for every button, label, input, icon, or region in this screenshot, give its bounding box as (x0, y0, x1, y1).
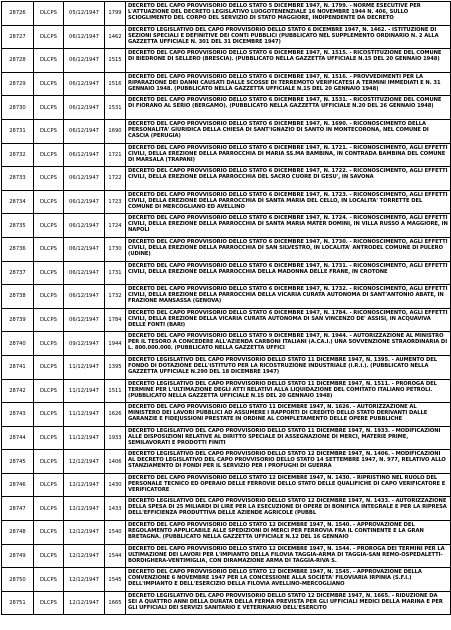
record-description-text: DECRETO DEL CAPO PROVVISORIO DELLO STATO 6 DICEMBRE 1947, N. 1732. - RICONOSCIMENTO, AGLI EFFETTI CIVILI, DELLA EREZIONE DELLA PARROCCHIA DELLA VICARIA CURATA AUTONOMA DI SANT'ANTONIO ABATE, IN FRAZIONE MANSASSA (GENOVA) (128, 286, 448, 305)
record-number: 28744 (2, 426, 34, 450)
record-number: 28736 (2, 237, 34, 261)
record-number: 28751 (2, 591, 34, 615)
record-description-text: DECRETO DEL CAPO PROVVISORIO DELLO STATO 6 DICEMBRE 1947, N. 1784. - RICONOSCIMENTO, AGLI EFFETTI CIVILI, DELLA EREZIONE DELLA VICARIA CURATA AUTONOMA DI SAN VINCENZO DE' ASSISI, IN ACQUAVIVA DELLE FONTI (BARI) (128, 309, 448, 328)
record-code: 1540 (105, 521, 126, 545)
record-description-text: DECRETO DEL CAPO PROVVISORIO DELLO STATO 6 DICEMBRE 1947, N. 1723. - RICONOSCIMENTO, AGLI EFFETTI CIVILI, DELLA EREZIONE DELLA PARROCCHIA DI SANTA MARIA DEL CELLO, IN LOCALITA' TORRETTE DEL COMUNE DI MERCOGLIANO ED AVELLINO (128, 191, 448, 210)
record-type: DLCPS (34, 473, 64, 497)
record-description-text: DECRETO LEGISLATIVO DEL CAPO PROVVISORIO DELLO STATO 11 DICEMBRE 1947, N. 1933. - MODIFICAZIONI ALLE DISPOSIZIONI RELATIVE AL DIRITTO SPECIALE DI ASSEGNAZIONE DI MERCI, MATERIE PRIME, SEMILAVORATI E PRODOTTI FINITI (128, 427, 441, 446)
table-row (2, 591, 451, 615)
record-code: 1690 (105, 119, 126, 143)
record-code: 1799 (105, 2, 126, 26)
record-type: DLCPS (34, 285, 64, 309)
record-description (126, 2, 451, 26)
record-description (126, 426, 451, 450)
record-number: 28745 (2, 450, 34, 474)
record-date: 11/12/1947 (64, 379, 105, 403)
record-description-text: DECRETO LEGISLATIVO DEL CAPO PROVVISORIO DELLO STATO 6 DICEMBRE 1947, N. 1462. - ISTITUZIONE DI SEZIONI SPECIALI E DEFINITIVE DEI CONTI PUBBLICI (PUBBLICATO NEL SUPPLEMENTO ORDINARIO N. 2 ALLA GAZZETTA UFFICIALE N. 301 DEL 31 DICEMBRE 1947) (128, 26, 439, 45)
table-row (2, 119, 451, 143)
record-description-text: DECRETO DEL CAPO PROVVISORIO DELLO STATO 6 DICEMBRE 1947, N. 1515. - RICOSTITUZIONE DEL COMUNE DI BIEDRONE DI SELLERO (BRESCIA). (PUBBLICATO NELLA GAZZETTA UFFICIALE N.15 DEL 20 GENNAIO 1948) (128, 50, 442, 63)
table-row (2, 521, 451, 545)
record-number: 28743 (2, 403, 34, 427)
decree-registry-table (1, 1, 451, 615)
record-description (126, 403, 451, 427)
record-description-text: DECRETO DEL CAPO PROVVISORIO DELLO STATO 6 DICEMBRE 1947, N. 1722. - RICONOSCIMENTO, AGLI EFFETTI CIVILI, DELLA EREZIONE DELLA PARROCCHIA DEL SACRO CUORE DI GESU', IN SAVONA (128, 168, 448, 181)
record-date: 11/12/1947 (64, 426, 105, 450)
record-date: 06/12/1947 (64, 214, 105, 238)
record-type: DLCPS (34, 426, 64, 450)
table-row (2, 96, 451, 120)
record-type: DLCPS (34, 497, 64, 521)
table-row (2, 473, 451, 497)
record-date: 12/12/1947 (64, 568, 105, 592)
table-row (2, 403, 451, 427)
record-code: 1730 (105, 237, 126, 261)
record-number: 28727 (2, 25, 34, 49)
record-type: DLCPS (34, 190, 64, 214)
record-description (126, 332, 451, 356)
table-row (2, 568, 451, 592)
record-description-text: DECRETO DEL CAPO PROVVISORIO DELLO STATO 6 DICEMBRE 1947, N. 1690. - RICONOSCIMENTO DELLA PERSONALITA' GIURIDICA DELLA CHIESA DI SANT'IGNAZIO DI SANTO IN MONTECORONA, NEL COMUNE DI CASCIA (PERUGIA) (128, 120, 429, 139)
record-description (126, 119, 451, 143)
record-description-text: DECRETO DEL CAPO PROVVISORIO DELLO STATO 6 DICEMBRE 1947, N. 1731. - RICONOSCIMENTO, AGLI EFFETTI CIVILI, DELLA EREZIONE DELLA PARROCCHIA DELLA MADONNA DELLE FRANE, IN CROTONE (128, 262, 448, 275)
record-number: 28737 (2, 261, 34, 285)
table-row (2, 355, 451, 379)
record-number: 28742 (2, 379, 34, 403)
record-date: 06/12/1947 (64, 190, 105, 214)
record-type: DLCPS (34, 332, 64, 356)
table-row (2, 332, 451, 356)
record-number: 28729 (2, 72, 34, 96)
record-code: 1462 (105, 25, 126, 49)
record-date: 11/12/1947 (64, 355, 105, 379)
record-code: 1944 (105, 332, 126, 356)
record-description-text: DECRETO LEGISLATIVO DEL CAPO PROVVISORIO DELLO STATO 11 DICEMBRE 1947, N. 1511. - PROROGA DEL TERMINE PER L'ULTIMAZIONE DEGLI ATTI RELATIVI ALLA LIQUIDAZIONE DEL COMITATO ITALIANO PETROLI. (PUBBLICATO NELLA GAZZETTA UFFICIALE N.15 DEL 20 GENNAIO 1948) (128, 380, 437, 399)
record-code: 1724 (105, 214, 126, 238)
record-number: 28734 (2, 190, 34, 214)
table-row (2, 450, 451, 474)
registry-body (2, 2, 451, 615)
record-code: 1665 (105, 591, 126, 615)
record-date: 09/12/1947 (64, 332, 105, 356)
record-description-text: DECRETO DEL CAPO PROVVISORIO DELLO STATO 12 DICEMBRE 1947, N. 1544. - PROROGA DEI TERMINI PER LA ULTIMAZIONE DEI LAVORI PER L'IMPIANTO DELLA FILOVIA TAGGIA-ARMA DI TAGGIA-SAN REMO-OSPEDALETTI-BORDIGHERA-VENTIMIGLIA, CON DIRAMAZIONE ARMA DI TAGGIA-RIVA S. (128, 545, 445, 564)
record-description-text: DECRETO DEL CAPO PROVVISORIO DELLO STATO 12 DICEMBRE 1947, N. 1430. - RIPRISTINO NEL RUOLO DEL PERSONALE TECNICO ED OPERAIO DELLE FERROVIE DELLO STATO DELLE QUALIFICHE DI CAPO VERIFICATORE E VERIFICATORE (128, 474, 446, 493)
record-description (126, 544, 451, 568)
record-code: 1406 (105, 450, 126, 474)
record-number: 28738 (2, 285, 34, 309)
table-row (2, 426, 451, 450)
table-row (2, 167, 451, 191)
record-description (126, 25, 451, 49)
table-row (2, 214, 451, 238)
record-description-text: DECRETO LEGISLATIVO DEL CAPO PROVVISORIO DELLO STATO 12 DICEMBRE 1947, N. 1433. - AUTORIZZAZIONE DELLA SPESA DI 25 MILIARDI DI LIRE PER LA ESECUZIONE DI OPERE DI BONIFICA INTEGRALE E PER LA RIPRESA DELL'EFFICIENZA PRODUTTIVA DELLE AZIENDE AGRICOLE (PUBBL (128, 498, 447, 517)
record-description-text: DECRETO DEL CAPO PROVVISORIO DELLO STATO 6 DICEMBRE 1947, N. 1531. - RICOSTITUZIONE DEL COMUNE DI FIORANO AL SERIO (BERGAMO). (PUBBLICATO NELLA GAZZETTA UFFICIALE N.20 DEL 26 GENNAIO 1948) (128, 97, 442, 110)
record-description (126, 72, 451, 96)
table-row (2, 285, 451, 309)
table-row (2, 72, 451, 96)
record-type: DLCPS (34, 72, 64, 96)
record-date: 06/12/1947 (64, 167, 105, 191)
record-number: 28747 (2, 497, 34, 521)
record-type: DLCPS (34, 119, 64, 143)
record-type: DLCPS (34, 403, 64, 427)
record-date: 12/12/1947 (64, 473, 105, 497)
record-description (126, 143, 451, 167)
record-number: 28740 (2, 332, 34, 356)
record-code: 1722 (105, 167, 126, 191)
record-number: 28731 (2, 119, 34, 143)
record-description-text: DECRETO DEL CAPO PROVVISORIO DELLO STATO 5 DICEMBRE 1947, N. 1799. - NORME ESECUTIVE PER L'ATTUAZIONE DEL DECRETO LEGISLATIVO LUOGOTENENZIALE 16 NOVEMBRE 1944 N. 406, SULLO SCIOGLIMENTO DEL CORPO DEL SERVIZIO DI STATO MAGGIORE, INDIPENDENTE DA DECRETO (128, 3, 421, 21)
record-code: 1933 (105, 426, 126, 450)
record-type: DLCPS (34, 450, 64, 474)
record-date: 05/12/1947 (64, 2, 105, 26)
record-date: 06/12/1947 (64, 72, 105, 96)
record-description (126, 450, 451, 474)
record-description-text: DECRETO DEL CAPO PROVVISORIO DELLO STATO 6 DICEMBRE 1947, N. 1721. - RICONOSCIMENTO, AGLI EFFETTI CIVILI, DELLA EREZIONE DELLA PARROCCHIA DI MARIA SS.MA BAMBINA, IN CONTRADA BAMBINA DEL COMUNE DI MARSALA (TRAPANI) (128, 144, 448, 163)
record-code: 1395 (105, 355, 126, 379)
record-number: 28748 (2, 521, 34, 545)
record-description (126, 497, 451, 521)
record-description (126, 96, 451, 120)
record-code: 1732 (105, 285, 126, 309)
record-number: 28730 (2, 96, 34, 120)
record-type: DLCPS (34, 143, 64, 167)
record-date: 06/12/1947 (64, 96, 105, 120)
record-type: DLCPS (34, 25, 64, 49)
record-code: 1626 (105, 403, 126, 427)
record-type: DLCPS (34, 96, 64, 120)
record-number: 28741 (2, 355, 34, 379)
record-description-text: DECRETO DEL CAPO PROVVISORIO DELLO STATO 12 DICEMBRE 1947, N. 1545. - APPROVAZIONE DELLA CONVENZIONE 6 NOVEMBRE 1947 PER LA CONCESSIONE ALLA SOCIETA' FILOVIARIA IRPINIA (S.F.I.) DELL'IMPIANTO E DELL'ESERCIZIO DELLA FILOVIA AVELLINO-MERCOGLIANO (128, 569, 422, 588)
record-description (126, 190, 451, 214)
record-type: DLCPS (34, 355, 64, 379)
record-description (126, 167, 451, 191)
record-number: 28739 (2, 308, 34, 332)
record-code: 1784 (105, 308, 126, 332)
table-row (2, 544, 451, 568)
record-number: 28750 (2, 568, 34, 592)
record-description-text: DECRETO DEL CAPO PROVVISORIO DELLO STATO 6 DICEMBRE 1947, N. 1516. - PROVVEDIMENTI PER LA RIPARAZIONE DEI DANNI CAUSATI DALLE SCOSSE DI TERREMOTO VERIFICATESI A TERMINI IMMEDIATI E N. 31 GENNAIO 1948. (PUBBLICATO NELLA GAZZETTA UFFICIALE N.15 DEL 20 GENNAIO 1948) (128, 73, 441, 92)
record-type: DLCPS (34, 2, 64, 26)
record-date: 12/12/1947 (64, 521, 105, 545)
record-description (126, 591, 451, 615)
record-type: DLCPS (34, 167, 64, 191)
record-type: DLCPS (34, 379, 64, 403)
record-date: 06/12/1947 (64, 25, 105, 49)
table-row (2, 261, 451, 285)
table-row (2, 190, 451, 214)
record-date: 11/12/1947 (64, 403, 105, 427)
record-type: DLCPS (34, 49, 64, 73)
record-type: DLCPS (34, 261, 64, 285)
record-type: DLCPS (34, 544, 64, 568)
table-row (2, 2, 451, 26)
table-row (2, 143, 451, 167)
record-description (126, 49, 451, 73)
record-date: 12/12/1947 (64, 591, 105, 615)
record-number: 28728 (2, 49, 34, 73)
record-code: 1731 (105, 261, 126, 285)
record-type: DLCPS (34, 308, 64, 332)
record-type: DLCPS (34, 591, 64, 615)
record-type: DLCPS (34, 521, 64, 545)
record-description (126, 473, 451, 497)
record-date: 06/12/1947 (64, 261, 105, 285)
record-description-text: DECRETO LEGISLATIVO DEL CAPO PROVVISORIO DELLO STATO 11 DICEMBRE 1947, N. 1395. - AUMENTO DEL FONDO DI DOTAZIONE DELL'ISTITUTO PER LA RICOSTRUZIONE INDUSTRIALE (I.R.I.). (PUBBLICATO NELLA GAZZETTA UFFICIALE N.290 DEL 18 DICEMBRE 1947) (128, 356, 438, 375)
record-description (126, 568, 451, 592)
record-date: 06/12/1947 (64, 143, 105, 167)
record-description (126, 379, 451, 403)
record-description (126, 308, 451, 332)
record-code: 1545 (105, 568, 126, 592)
record-description (126, 237, 451, 261)
record-number: 28735 (2, 214, 34, 238)
record-code: 1723 (105, 190, 126, 214)
record-code: 1430 (105, 473, 126, 497)
table-row (2, 379, 451, 403)
record-code: 1433 (105, 497, 126, 521)
table-row (2, 237, 451, 261)
record-code: 1516 (105, 72, 126, 96)
record-description-text: DECRETO DEL CAPO PROVVISORIO DELLO STATO 12 DICEMBRE 1947, N. 1540. - APPROVAZIONE DEL REGOLAMENTO APPLICABILE ALLE SPEDIZIONI DI MERCI PER FERROVIA FRA IL CONTINENTE E LA GRAN BRETAGNA. (PUBBLICATO NELLA GAZZETTA UFFICIALE N.12 DEL 16 GENNAIO (128, 522, 424, 541)
record-date: 06/12/1947 (64, 119, 105, 143)
table-row (2, 497, 451, 521)
record-code: 1531 (105, 96, 126, 120)
table-row (2, 25, 451, 49)
record-code: 1721 (105, 143, 126, 167)
record-number: 28749 (2, 544, 34, 568)
record-date: 06/12/1947 (64, 237, 105, 261)
table-row (2, 49, 451, 73)
record-date: 12/12/1947 (64, 450, 105, 474)
record-number: 28732 (2, 143, 34, 167)
record-description-text: DECRETO DEL CAPO PROVVISORIO DELLO STATO 6 DICEMBRE 1947, N. 1724. - RICONOSCIMENTO, AGLI EFFETTI CIVILI, DELLA EREZIONE DELLA PARROCCHIA DI SANTA MARIA MATER DOMINI, IN VILLA RUSSO A MAGGIORE, IN NAPOLI (128, 215, 448, 234)
record-description (126, 214, 451, 238)
record-code: 1544 (105, 544, 126, 568)
record-description-text: DECRETO DEL CAPO PROVVISORIO DELLO STATO 6 DICEMBRE 1947, N. 1730. - RICONOSCIMENTO, AGLI EFFETTI CIVILI, DELLA EREZIONE DELLA PARROCCHIA DI SAN SILVESTRO, IN LOCALITA' ANTRODEL COMUNE DI PULERO (UDINE) (128, 238, 448, 257)
record-code: 1511 (105, 379, 126, 403)
record-date: 06/12/1947 (64, 49, 105, 73)
table-row (2, 308, 451, 332)
record-date: 12/12/1947 (64, 497, 105, 521)
record-description (126, 261, 451, 285)
record-description-text: DECRETO DEL CAPO PROVVISORIO DELLO STATO 9 DICEMBRE 1947, N. 1944. - AUTORIZZAZIONE AL MINISTRO PER IL TESORO A CONCEDERE ALL'AZIENDA CARBONI ITALIANI (A.CA.I.) UNA SOVVENZIONE STRAORDINARIA DI L. 800.000.000. (PUBBLICATO NELLA GAZZETTA UFFICI (128, 333, 448, 352)
record-description-text: DECRETO LEGISLATIVO DEL CAPO PROVVISORIO DELLO STATO 12 DICEMBRE 1947, N. 1665. - RIDUZIONE DA SEI A QUATTRO ANNI DELLA DURATA DELLA FERMA PREVISTA PER GLI UFFICIALI MEDICI DELLA MARINA E PER GLI UFFICIALI DEI SERVIZI SANITARIO E VETERINARIO DELL'ESERCITO (128, 592, 443, 611)
record-description (126, 285, 451, 309)
record-description (126, 521, 451, 545)
record-code: 1515 (105, 49, 126, 73)
record-date: 06/12/1947 (64, 285, 105, 309)
record-number: 28746 (2, 473, 34, 497)
record-number: 28733 (2, 167, 34, 191)
record-number: 28726 (2, 2, 34, 26)
record-description-text: DECRETO DEL CAPO PROVVISORIO DELLO STATO 11 DICEMBRE 1947, N. 1626. - AUTORIZZAZIONE AL MINISTERO DEI LAVORI PUBBLICI AD ASSUMERE I RAPPORTI DI CREDITO DELLO STATO DERIVANTI DALLE GARANZIE E FIDEJUSSIONI PRESTATE IN ORDINE AL COMPLETAMENTO DELLE OPERE PUBBLICHE (128, 404, 428, 423)
record-description (126, 355, 451, 379)
record-type: DLCPS (34, 568, 64, 592)
record-date: 12/12/1947 (64, 544, 105, 568)
record-type: DLCPS (34, 237, 64, 261)
record-type: DLCPS (34, 214, 64, 238)
record-date: 06/12/1947 (64, 308, 105, 332)
record-description-text: DECRETO LEGISLATIVO DEL CAPO PROVVISORIO DELLO STATO 12 DICEMBRE 1947, N. 1406. - MODIFICAZIONI AL DECRETO LEGISLATIVO DEL CAPO PROVVISORIO DELLO STATO 14 SETTEMBRE 1947, N. 977, RELATIVO ALLO STANZIAMENTO DI FONDI PER IL SERVIZIO PER I PROFUGHI DI GUERRA (128, 451, 446, 470)
